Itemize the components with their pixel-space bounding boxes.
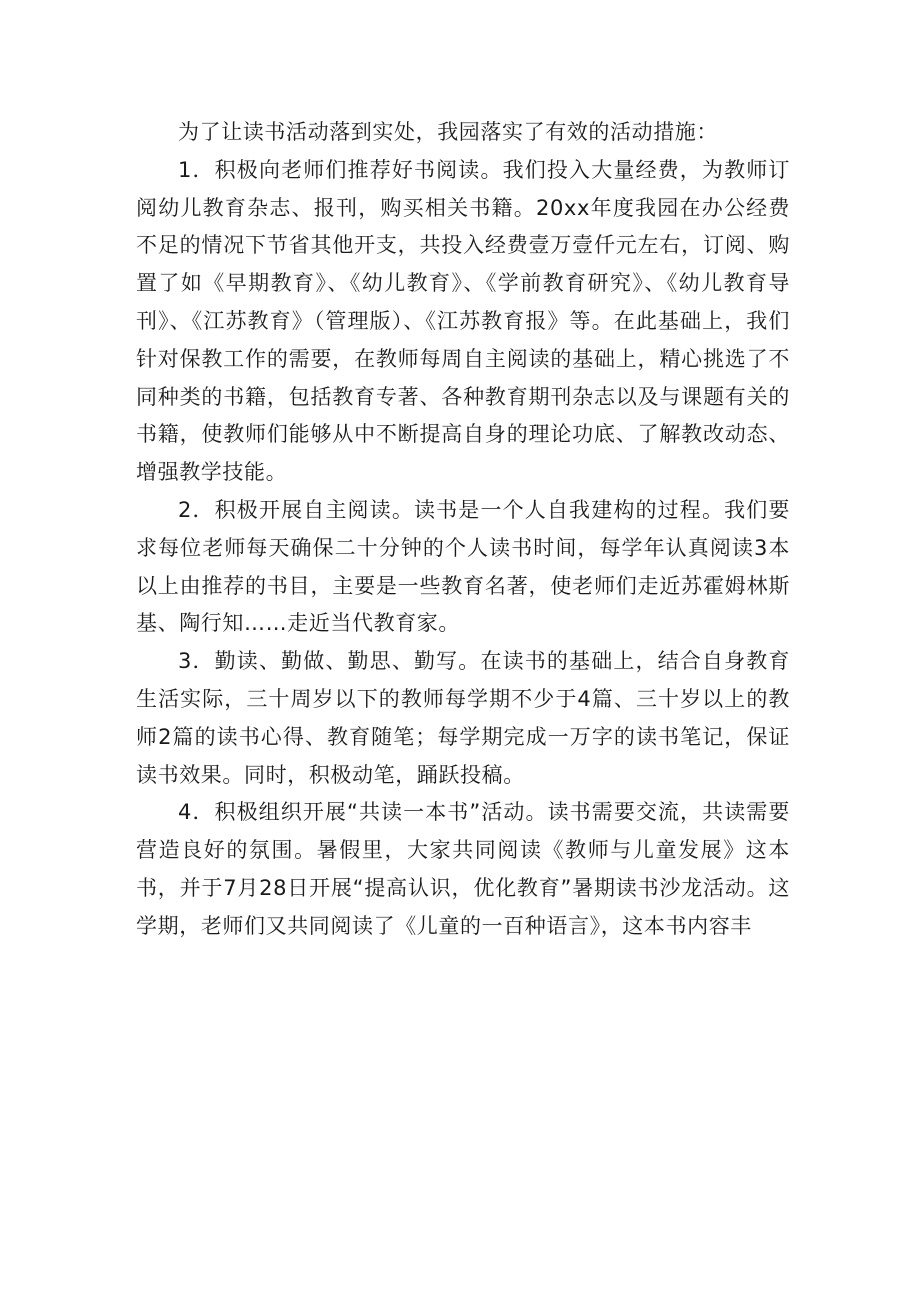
- paragraph-item-2: 2．积极开展自主阅读。读书是一个人自我建构的过程。我们要求每位老师每天确保二十分钟的个人读书时间，每学年认真阅读3本以上由推荐的书目，主要是一些教育名著，使老师们走近苏霍姆林斯基、陶行知……走近当代教育家。: [136, 497, 790, 636]
- paragraph-item-4: 4．积极组织开展“共读一本书”活动。读书需要交流，共读需要营造良好的氛围。暑假里，大家共同阅读《教师与儿童发展》这本书，并于7月28日开展“提高认识，优化教育”暑期读书沙龙活动。这学期，老师们又共同阅读了《儿童的一百种语言》，这本书内容丰: [136, 800, 790, 938]
- paragraph-item-3: 3．勤读、勤做、勤思、勤写。在读书的基础上，结合自身教育生活实际，三十周岁以下的教师每学期不少于4篇、三十岁以上的教师2篇的读书心得、教育随笔；每学期完成一万字的读书笔记，保证读书效果。同时，积极动笔，踊跃投稿。: [136, 649, 790, 787]
- document-body: [136, 114, 790, 946]
- paragraph-item-1: 1．积极向老师们推荐好书阅读。我们投入大量经费，为教师订阅幼儿教育杂志、报刊，购买相关书籍。20xx年度我园在办公经费不足的情况下节省其他开支，共投入经费壹万壹仟元左右，订阅、购置了如《早期教育》、《幼儿教育》、《学前教育研究》、《幼儿教育导刊》、《江苏教育》（管理版）、《江苏教育报》等。在此基础上，我们针对保教工作的需要，在教师每周自主阅读的基础上，精心挑选了不同种类的书籍，包括教育专著、各种教育期刊杂志以及与课题有关的书籍，使教师们能够从中不断提高自身的理论功底、了解教改动态、增强教学技能。: [136, 157, 790, 485]
- paragraph-intro: 为了让读书活动落到实处，我园落实了有效的活动措施：: [178, 120, 718, 144]
